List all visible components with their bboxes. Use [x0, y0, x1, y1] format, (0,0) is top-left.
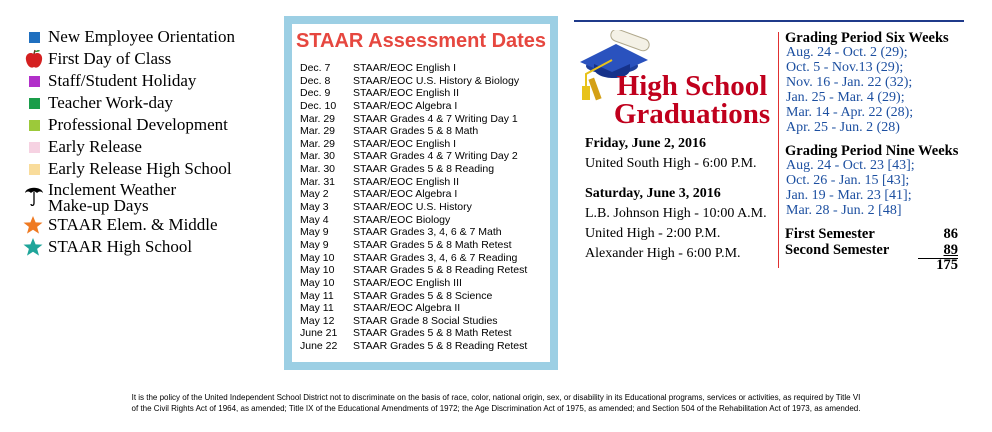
legend-label: Early Release High School	[48, 159, 232, 178]
staar-date: May 11	[300, 302, 334, 315]
lime-square-icon	[29, 120, 40, 131]
staar-date: Dec. 9	[300, 87, 331, 100]
graduation-event: United South High - 6:00 P.M.	[585, 156, 757, 171]
six-weeks-period: Aug. 24 - Oct. 2 (29);	[786, 45, 908, 60]
total-days: 175	[936, 257, 958, 273]
staar-date: June 22	[300, 340, 338, 353]
legend-label: STAAR Elem. & Middle	[48, 215, 218, 234]
nine-weeks-period: Aug. 24 - Oct. 23 [43];	[786, 158, 915, 173]
staar-row	[300, 264, 546, 277]
staar-row	[300, 327, 546, 340]
staar-row	[300, 87, 546, 100]
staar-date: May 10	[300, 264, 335, 277]
staar-test: STAAR/EOC Algebra II	[353, 302, 461, 315]
staar-row	[300, 113, 546, 126]
staar-row	[300, 239, 546, 252]
staar-test: STAAR Grades 5 & 8 Math Retest	[353, 238, 512, 251]
column-divider	[778, 32, 779, 268]
six-weeks-period: Jan. 25 - Mar. 4 (29);	[786, 90, 905, 105]
legend-label: New Employee Orientation	[48, 27, 235, 46]
staar-date: Mar. 29	[300, 112, 336, 125]
staar-row	[300, 75, 546, 88]
legend-label: Professional Development	[48, 115, 228, 134]
staar-row	[300, 302, 546, 315]
staar-date: May 10	[300, 251, 335, 264]
staar-row	[300, 176, 546, 189]
staar-schedule-list	[300, 62, 546, 353]
staar-row	[300, 163, 546, 176]
six-weeks-heading: Grading Period Six Weeks	[785, 30, 949, 46]
staar-panel-body	[292, 24, 550, 362]
staar-test: STAAR/EOC English I	[353, 137, 457, 150]
staar-row	[300, 138, 546, 151]
nondiscrimination-notice	[40, 392, 952, 414]
staar-date: May 9	[300, 226, 329, 239]
legend-label: First Day of Class	[48, 49, 172, 68]
purple-square-icon	[29, 76, 40, 87]
staar-row	[300, 226, 546, 239]
staar-row	[300, 201, 546, 214]
six-weeks-period: Mar. 14 - Apr. 22 (28);	[786, 105, 914, 120]
staar-test: STAAR/EOC Algebra I	[353, 188, 458, 201]
legend-item	[20, 26, 282, 48]
graduation-day-1: Friday, June 2, 2016	[585, 136, 706, 151]
notice-line: It is the policy of the United Independent School District not to discriminate on the basis of race, color, national origin, sex, or disability in its Educational programs, services or activities, as required by Title VI	[131, 393, 861, 402]
graduation-day-2: Saturday, June 3, 2016	[585, 186, 721, 201]
staar-test: STAAR Grades 5 & 8 Reading	[353, 163, 495, 176]
staar-date: May 4	[300, 213, 329, 226]
orange-star-icon	[23, 215, 43, 235]
staar-test: STAAR/EOC English III	[353, 276, 462, 289]
green-square-icon	[29, 98, 40, 109]
nine-weeks-period: Jan. 19 - Mar. 23 [41];	[786, 188, 912, 203]
staar-test: STAAR/EOC U.S. History & Biology	[353, 74, 520, 87]
staar-row	[300, 315, 546, 328]
apple-icon	[25, 49, 43, 69]
legend-label: Teacher Work-day	[48, 93, 174, 112]
legend-label: STAAR High School	[48, 237, 193, 256]
graduations-title-line2: Graduations	[613, 98, 771, 130]
notice-line: of the Civil Rights Act of 1964, as amended; Title IX of the Educational Amendments of 1972; the Age Discrimination Act of 1975, as amended; and Section 504 of the Rehabilitation Act of 1973, as amended.	[131, 404, 861, 413]
staar-date: Mar. 30	[300, 150, 336, 163]
nine-weeks-heading: Grading Period Nine Weeks	[785, 143, 959, 159]
six-weeks-period: Oct. 5 - Nov.13 (29);	[786, 60, 904, 75]
legend-item	[20, 158, 282, 180]
graduation-event: L.B. Johnson High - 10:00 A.M.	[585, 206, 767, 221]
staar-test: STAAR Grades 5 & 8 Math	[353, 125, 479, 138]
staar-row	[300, 150, 546, 163]
legend-item	[20, 136, 282, 158]
nine-weeks-period: Oct. 26 - Jan. 15 [43];	[786, 173, 910, 188]
staar-test: STAAR/EOC English II	[353, 175, 460, 188]
graduation-event: United High - 2:00 P.M.	[585, 226, 721, 241]
staar-test: STAAR/EOC English II	[353, 87, 460, 100]
teal-star-icon	[23, 237, 43, 257]
graduations-title	[602, 72, 782, 128]
graduation-event: Alexander High - 6:00 P.M.	[585, 246, 741, 261]
staar-row	[300, 277, 546, 290]
six-weeks-period: Nov. 16 - Jan. 22 (32);	[786, 75, 913, 90]
staar-test: STAAR/EOC Biology	[353, 213, 451, 226]
umbrella-icon	[24, 183, 44, 207]
staar-row	[300, 290, 546, 303]
staar-date: June 21	[300, 327, 338, 340]
staar-date: Mar. 31	[300, 175, 336, 188]
staar-test: STAAR Grades 3, 4, 6 & 7 Math	[353, 226, 502, 239]
six-weeks-period: Apr. 25 - Jun. 2 (28)	[786, 120, 900, 135]
legend-item	[20, 236, 282, 258]
staar-test: STAAR Grades 4 & 7 Writing Day 1	[353, 112, 518, 125]
staar-test: STAAR Grade 8 Social Studies	[353, 314, 498, 327]
peach-square-icon	[29, 164, 40, 175]
staar-test: STAAR Grades 3, 4, 6 & 7 Reading	[353, 251, 518, 264]
staar-date: May 3	[300, 201, 329, 214]
legend-item	[20, 114, 282, 136]
staar-row	[300, 62, 546, 75]
staar-test: STAAR Grades 5 & 8 Science	[353, 289, 493, 302]
staar-test: STAAR Grades 5 & 8 Math Retest	[353, 327, 512, 340]
graduations-title-line1: High School	[616, 70, 768, 102]
staar-test: STAAR Grades 4 & 7 Writing Day 2	[353, 150, 518, 163]
staar-row	[300, 125, 546, 138]
legend-item	[20, 214, 282, 236]
staar-row	[300, 214, 546, 227]
staar-date: Dec. 10	[300, 99, 337, 112]
legend-item	[20, 180, 282, 214]
staar-date: May 10	[300, 276, 335, 289]
calendar-legend	[20, 26, 282, 258]
staar-test: STAAR Grades 5 & 8 Reading Retest	[353, 264, 528, 277]
staar-date: Mar. 30	[300, 163, 336, 176]
staar-test: STAAR Grades 5 & 8 Reading Retest	[353, 340, 528, 353]
first-semester-label: First Semester	[785, 226, 875, 242]
staar-date: Dec. 8	[300, 74, 331, 87]
staar-date: May 9	[300, 238, 329, 251]
staar-test: STAAR/EOC Algebra I	[353, 99, 458, 112]
staar-date: Mar. 29	[300, 125, 336, 138]
legend-label: Staff/Student Holiday	[48, 71, 197, 90]
staar-test: STAAR/EOC U.S. History	[353, 201, 472, 214]
blue-square-icon	[29, 32, 40, 43]
first-semester-days: 86	[943, 226, 958, 242]
legend-item	[20, 70, 282, 92]
staar-date: Mar. 29	[300, 137, 336, 150]
legend-label: Inclement Weather Make-up Days	[48, 180, 177, 215]
staar-row	[300, 252, 546, 265]
staar-row	[300, 340, 546, 353]
staar-row	[300, 188, 546, 201]
second-semester-label: Second Semester	[785, 242, 890, 258]
staar-assessment-panel	[284, 16, 558, 370]
staar-title: STAAR Assessment Dates	[295, 30, 547, 52]
legend-item	[20, 92, 282, 114]
second-semester-days: 89	[943, 242, 958, 258]
legend-item	[20, 48, 282, 70]
pink-square-icon	[29, 142, 40, 153]
staar-date: May 12	[300, 314, 335, 327]
staar-test: STAAR/EOC English I	[353, 62, 457, 74]
staar-date: May 11	[300, 289, 334, 302]
staar-row	[300, 100, 546, 113]
graduation-top-rule	[574, 20, 964, 22]
staar-date: Dec. 7	[300, 62, 331, 74]
nine-weeks-period: Mar. 28 - Jun. 2 [48]	[786, 203, 902, 218]
legend-label: Early Release	[48, 137, 142, 156]
staar-date: May 2	[300, 188, 329, 201]
